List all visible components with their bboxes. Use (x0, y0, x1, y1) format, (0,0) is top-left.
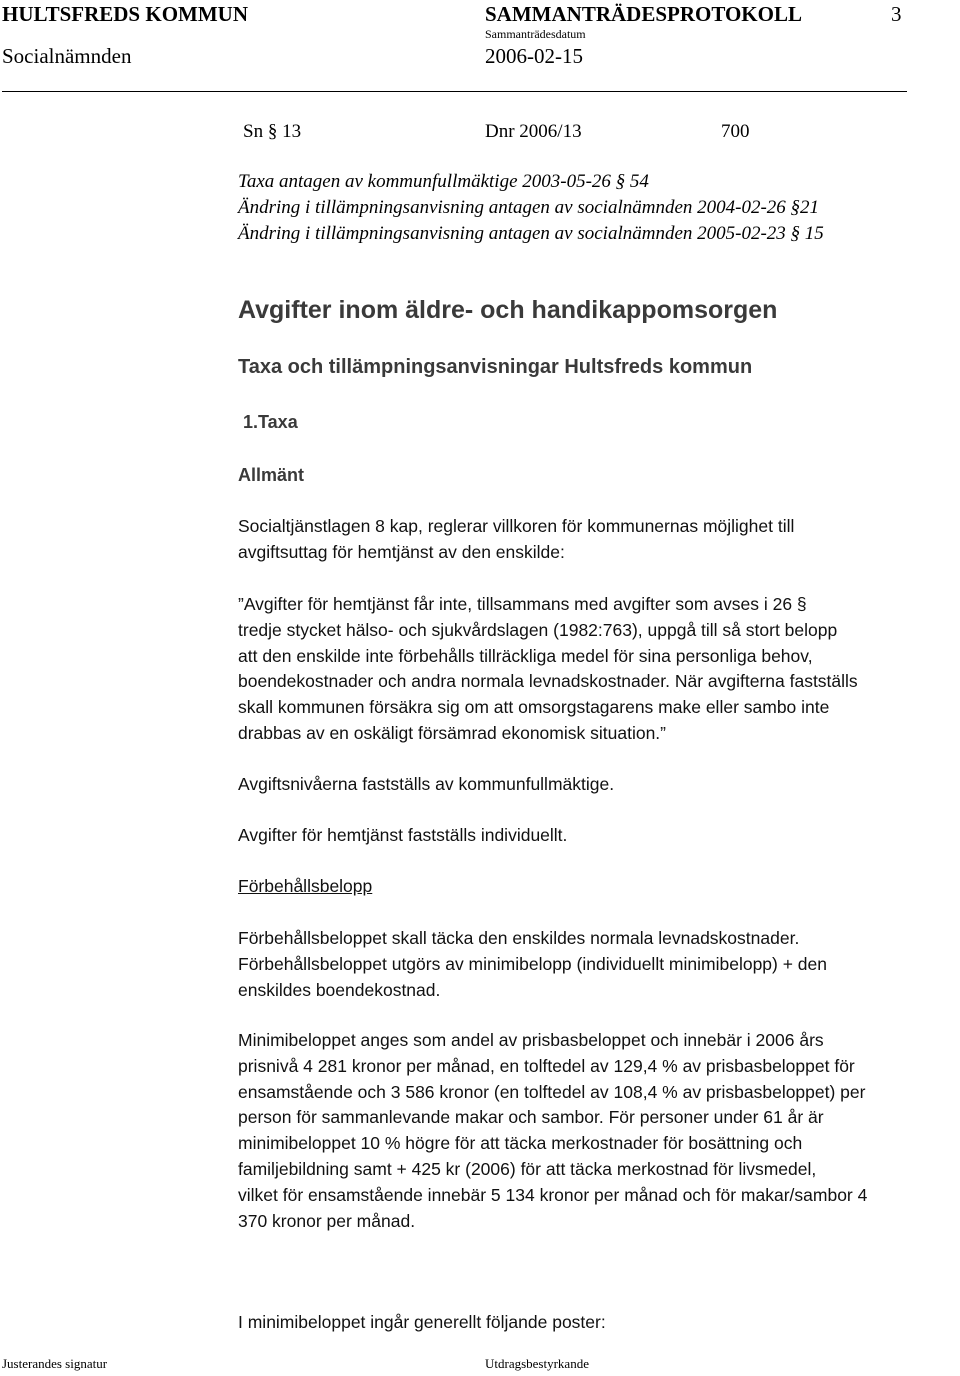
text-line: minimibeloppet 10 % högre för att täcka merkostnader för bosättning och (238, 1133, 803, 1154)
text-line: Avgiftsnivåerna fastställs av kommunfullmäktige. (238, 774, 615, 794)
includes-paragraph (238, 1310, 606, 1336)
text-line: 370 kronor per månad. (238, 1210, 416, 1231)
text-line: ensamstående och 3 586 kronor (en tolftedel av 108,4 % av prisbasbeloppet) per (238, 1081, 866, 1102)
document-subtitle: Taxa och tillämpningsanvisningar Hultsfreds kommun (238, 356, 753, 378)
intro-paragraph (238, 514, 794, 566)
adoption-history (238, 169, 824, 247)
levels-paragraph (238, 772, 614, 798)
diary-number: Dnr 2006/13 (485, 121, 582, 142)
text-line: prisnivå 4 281 kronor per månad, en tolftedel av 129,4 % av prisbasbeloppet för (238, 1055, 855, 1076)
text-line: att den enskilde inte förbehålls tillräckliga medel för sina personliga behov, (238, 645, 813, 666)
committee-name: Socialnämnden (2, 44, 132, 68)
reference-code: 700 (721, 121, 750, 142)
document-type: SAMMANTRÄDESPROTOKOLL (485, 2, 802, 26)
text-line: person för sammanlevande makar och sambor. För personer under 61 år är (238, 1107, 824, 1128)
page-number: 3 (891, 2, 902, 26)
law-quote (238, 592, 858, 747)
text-line: Socialtjänstlagen 8 kap, reglerar villkoren för kommunernas möjlighet till (238, 516, 795, 536)
signature-label: Justerandes signatur (2, 1356, 108, 1371)
text-line: drabbas av en oskäligt försämrad ekonomisk situation.” (238, 722, 666, 743)
text-line: vilket för ensamstående innebär 5 134 kronor per månad och för makar/sambor 4 (238, 1184, 868, 1205)
section-reference: Sn § 13 (243, 121, 302, 142)
text-line: tredje stycket hälso- och sjukvårdslagen (1982:763), uppgå till så stort belopp (238, 619, 838, 640)
header-divider (2, 91, 907, 92)
section-heading: 1.Taxa (243, 412, 298, 432)
reserved-amount-paragraph (238, 926, 827, 1003)
history-line: Ändring i tillämpningsanvisning antagen av socialnämnden 2005-02-23 § 15 (238, 223, 824, 244)
history-line: Taxa antagen av kommunfullmäktige 2003-05-26 § 54 (238, 171, 649, 192)
text-line: Avgifter för hemtjänst fastställs individuellt. (238, 825, 568, 845)
org-name: HULTSFREDS KOMMUN (2, 2, 249, 26)
text-line: ”Avgifter för hemtjänst får inte, tillsammans med avgifter som avses i 26 § (238, 594, 807, 614)
underlined-heading: Förbehållsbelopp (238, 876, 373, 896)
text-line: boendekostnader och andra normala levnadskostnader. När avgifterna fastställs (238, 671, 858, 692)
text-line: familjebildning samt + 425 kr (2006) för att täcka merkostnad för livsmedel, (238, 1158, 817, 1179)
minimum-amount-paragraph (238, 1028, 867, 1234)
individual-paragraph (238, 823, 567, 849)
document-title: Avgifter inom äldre- och handikappomsorgen (238, 296, 778, 324)
certification-label: Utdragsbestyrkande (485, 1356, 589, 1371)
meeting-date: 2006-02-15 (485, 44, 583, 68)
subsection-heading: Allmänt (238, 465, 305, 485)
text-line: Förbehållsbeloppet utgörs av minimibelopp (individuellt minimibelopp) + den (238, 953, 828, 974)
text-line: I minimibeloppet ingår generellt följande poster: (238, 1312, 606, 1332)
text-line: avgiftsuttag för hemtjänst av den enskilde: (238, 541, 565, 562)
text-line: Minimibeloppet anges som andel av prisbasbeloppet och innebär i 2006 års (238, 1030, 824, 1050)
history-line: Ändring i tillämpningsanvisning antagen av socialnämnden 2004-02-26 §21 (238, 197, 820, 218)
text-line: Förbehållsbeloppet skall täcka den enskildes normala levnadskostnader. (238, 928, 800, 948)
text-line: enskildes boendekostnad. (238, 979, 441, 1000)
text-line: skall kommunen försäkra sig om att omsorgstagarens make eller sambo inte (238, 697, 830, 718)
date-label: Sammanträdesdatum (485, 27, 586, 41)
reserved-amount-heading (238, 874, 372, 900)
